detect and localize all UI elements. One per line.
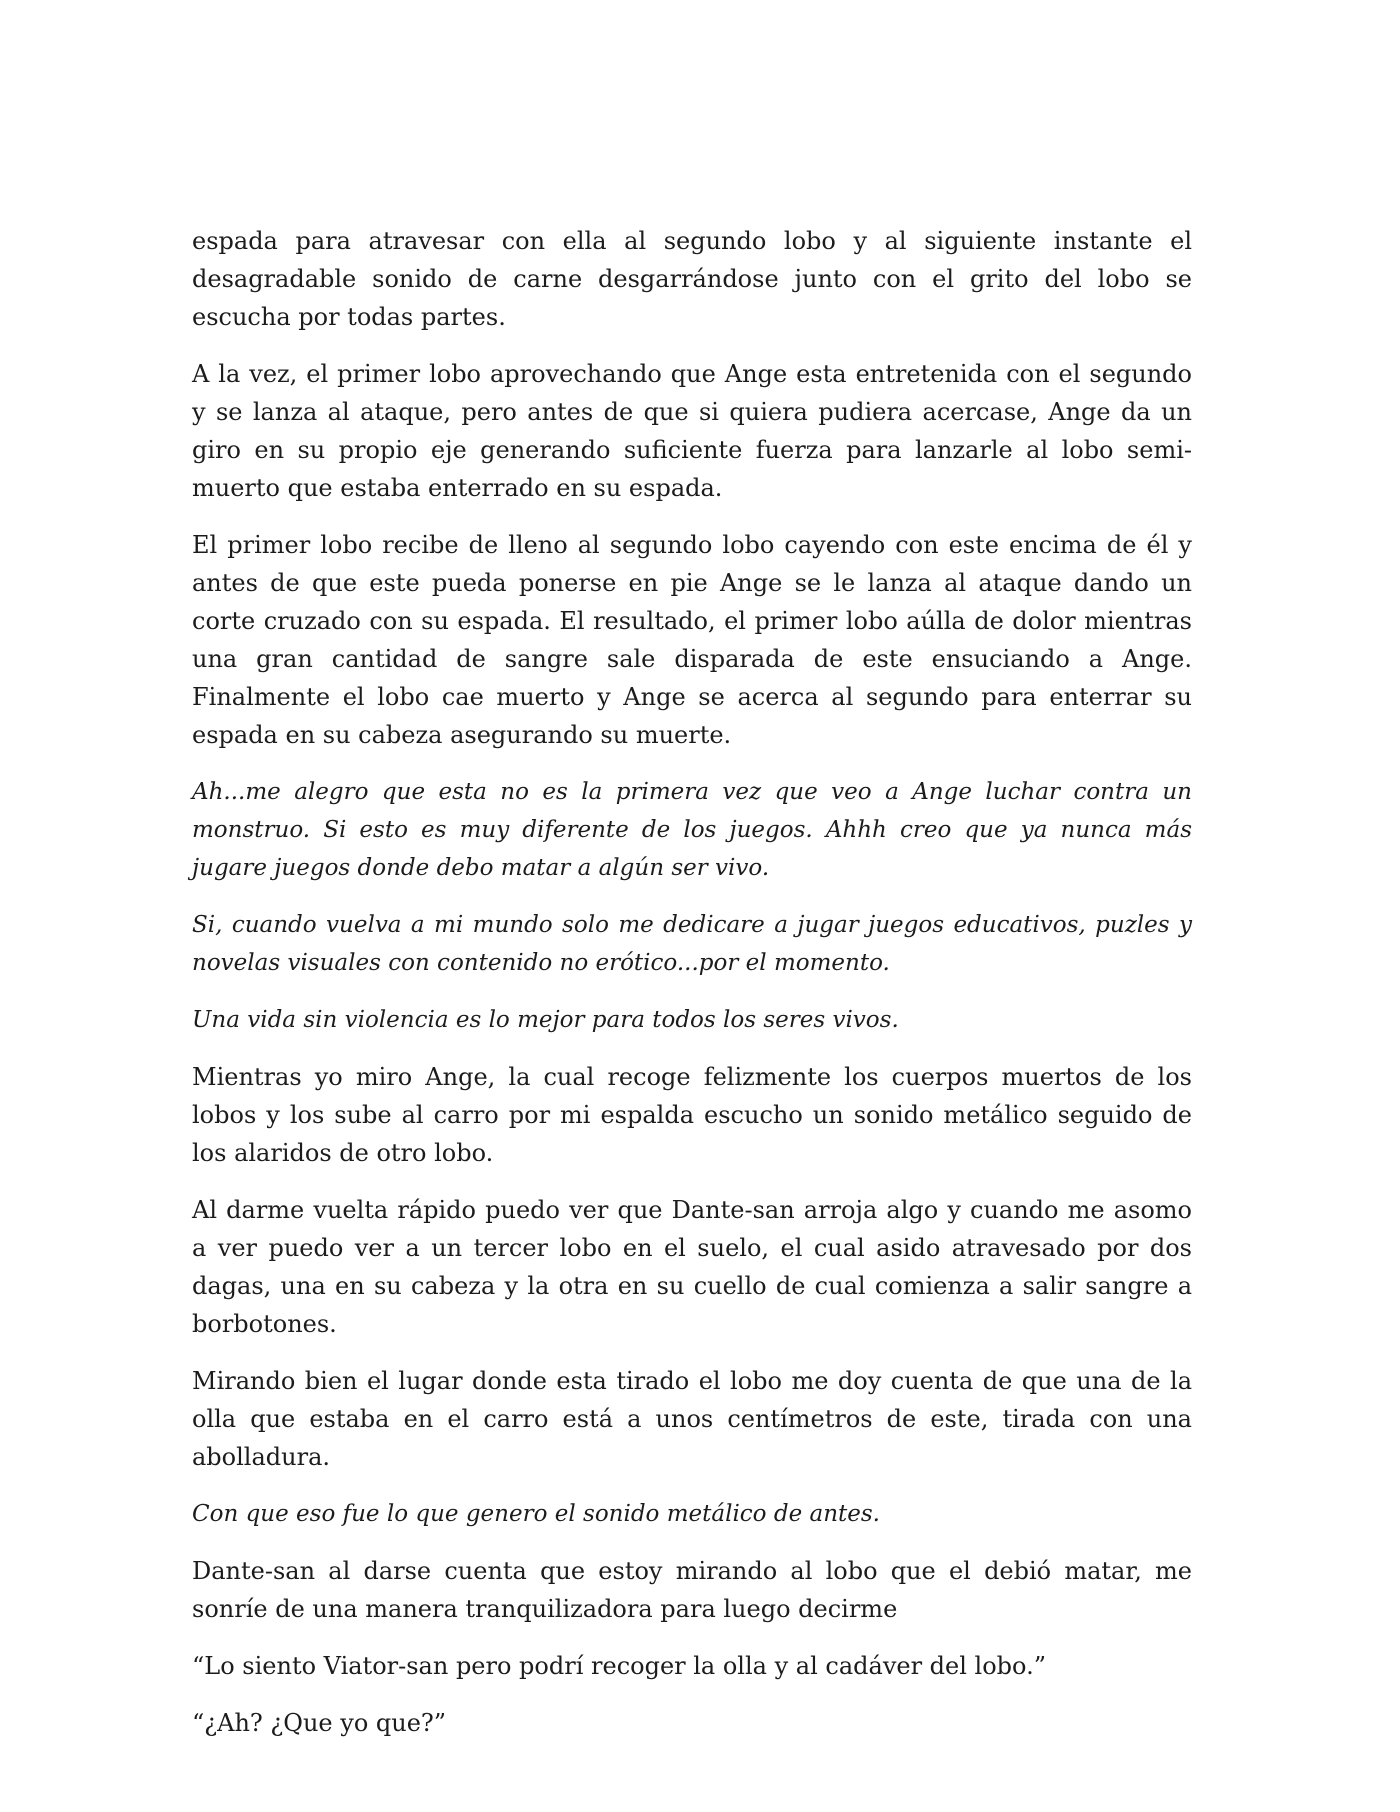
paragraph: Mirando bien el lugar donde esta tirado el lobo me doy cuenta de que una de la olla que estaba en el carro está a unos centímetros de este, tirada con una abolladura. [192, 1367, 1192, 1471]
thought-paragraph: Una vida sin violencia es lo mejor para todos los seres vivos. [192, 1007, 899, 1033]
paragraph: Al darme vuelta rápido puedo ver que Dante-san arroja algo y cuando me asomo a ver puedo ver a un tercer lobo en el suelo, el cual asido atravesado por dos dagas, una en su cabeza y la otra en su cuello de cual comienza a salir sangre a borbotones. [192, 1196, 1192, 1338]
thought-paragraph: Ah...me alegro que esta no es la primera vez que veo a Ange luchar contra un monstruo. Si esto es muy diferente de los juegos. Ahhh creo que ya nunca más jugare juegos donde debo matar a algún ser vivo. [192, 779, 1192, 881]
dialogue-paragraph: “¿Ah? ¿Que yo que?” [192, 1709, 447, 1737]
body-text [192, 222, 1192, 1761]
paragraph: El primer lobo recibe de lleno al segundo lobo cayendo con este encima de él y antes de que este pueda ponerse en pie Ange se le lanza al ataque dando un corte cruzado con su espada. El resultado, el primer lobo aúlla de dolor mientras una gran cantidad de sangre sale disparada de este ensuciando a Ange. Finalmente el lobo cae muerto y Ange se acerca al segundo para enterrar su espada en su cabeza asegurando su muerte. [192, 531, 1192, 749]
paragraph: Mientras yo miro Ange, la cual recoge felizmente los cuerpos muertos de los lobos y los sube al carro por mi espalda escucho un sonido metálico seguido de los alaridos de otro lobo. [192, 1063, 1192, 1167]
paragraph: espada para atravesar con ella al segundo lobo y al siguiente instante el desagradable sonido de carne desgarrándose junto con el grito del lobo se escucha por todas partes. [192, 227, 1192, 331]
thought-paragraph: Si, cuando vuelva a mi mundo solo me dedicare a jugar juegos educativos, puzles y novelas visuales con contenido no erótico...por el momento. [192, 912, 1192, 976]
paragraph: Dante-san al darse cuenta que estoy mirando al lobo que el debió matar, me sonríe de una manera tranquilizadora para luego decirme [192, 1557, 1192, 1623]
thought-paragraph: Con que eso fue lo que genero el sonido metálico de antes. [192, 1501, 880, 1527]
dialogue-paragraph: “Lo siento Viator-san pero podrí recoger la olla y al cadáver del lobo.” [192, 1652, 1046, 1680]
paragraph: A la vez, el primer lobo aprovechando que Ange esta entretenida con el segundo y se lanza al ataque, pero antes de que si quiera pudiera acercase, Ange da un giro en su propio eje generando suficiente fuerza para lanzarle al lobo semi-muerto que estaba enterrado en su espada. [192, 360, 1192, 502]
